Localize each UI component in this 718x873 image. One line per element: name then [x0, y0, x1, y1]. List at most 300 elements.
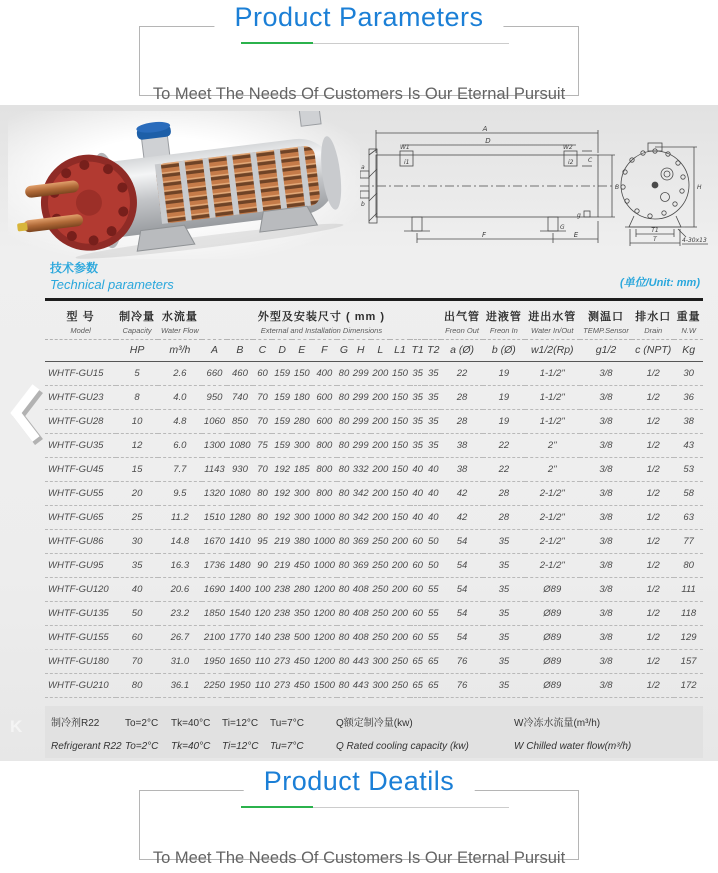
value-cell: 70 [253, 386, 273, 410]
green-underline [241, 806, 313, 808]
value-cell: 30 [116, 530, 158, 554]
value-cell: 1280 [227, 506, 252, 530]
column-unit-header: w1/2(Rp) [525, 340, 580, 362]
value-cell: 1540 [227, 602, 252, 626]
gray-underline [313, 807, 509, 808]
table-row [45, 602, 703, 626]
column-group-header: 进液管 Freon In [483, 301, 525, 340]
value-cell: 63 [674, 506, 703, 530]
value-cell: 2.6 [158, 362, 202, 386]
note-token: Ti=12°C [222, 741, 259, 752]
value-cell: 1/2 [632, 578, 674, 602]
value-cell: 50 [425, 554, 441, 578]
column-unit-header: T1 [410, 340, 426, 362]
svg-text:B: B [615, 184, 620, 191]
value-cell: 3/8 [580, 482, 632, 506]
value-cell: 80 [337, 578, 351, 602]
value-cell: 42 [441, 506, 483, 530]
model-cell: WHTF-GU180 [45, 650, 116, 674]
value-cell: 800 [312, 434, 337, 458]
value-cell: 80 [337, 650, 351, 674]
value-cell: 35 [483, 626, 525, 650]
note-token: W冷冻水流量(m³/h) [514, 718, 601, 729]
value-cell: 43 [674, 434, 703, 458]
column-unit-header: F [312, 340, 337, 362]
column-group-header: 排水口 Drain [632, 301, 674, 340]
value-cell: 35 [483, 554, 525, 578]
value-cell: 36.1 [158, 674, 202, 698]
value-cell: 11.2 [158, 506, 202, 530]
tech-labels [50, 259, 174, 292]
value-cell: 1300 [202, 434, 227, 458]
heat-exchanger-photo [8, 111, 360, 259]
column-group-header: 进出水管 Water In/Out [525, 301, 580, 340]
value-cell: 26.7 [158, 626, 202, 650]
value-cell: 250 [390, 650, 410, 674]
table-units-row [45, 340, 703, 362]
product-details-banner [139, 764, 579, 868]
value-cell: 300 [371, 650, 391, 674]
model-cell: WHTF-GU155 [45, 626, 116, 650]
value-cell: 50 [425, 530, 441, 554]
value-cell: 219 [272, 530, 292, 554]
column-unit-header: B [227, 340, 252, 362]
value-cell: 192 [272, 482, 292, 506]
value-cell: 60 [410, 530, 426, 554]
value-cell: 3/8 [580, 602, 632, 626]
value-cell: 77 [674, 530, 703, 554]
value-cell: 65 [410, 650, 426, 674]
value-cell: 332 [351, 458, 371, 482]
value-cell: 1950 [227, 674, 252, 698]
value-cell: 60 [410, 626, 426, 650]
value-cell: 150 [390, 482, 410, 506]
value-cell: 150 [390, 362, 410, 386]
value-cell: 3/8 [580, 386, 632, 410]
value-cell: 1143 [202, 458, 227, 482]
value-cell: 28 [483, 482, 525, 506]
value-cell: 31.0 [158, 650, 202, 674]
title-underline [241, 42, 509, 44]
value-cell: 250 [371, 530, 391, 554]
value-cell: 157 [674, 650, 703, 674]
svg-text:i2: i2 [568, 159, 574, 166]
value-cell: 1-1/2" [525, 410, 580, 434]
model-cell: WHTF-GU95 [45, 554, 116, 578]
model-cell: WHTF-GU65 [45, 506, 116, 530]
value-cell: 150 [390, 410, 410, 434]
value-cell: 16.3 [158, 554, 202, 578]
value-cell: 238 [272, 578, 292, 602]
value-cell: 110 [253, 674, 273, 698]
value-cell: 60 [410, 602, 426, 626]
value-cell: 159 [272, 386, 292, 410]
value-cell: 50 [116, 602, 158, 626]
value-cell: 55 [425, 626, 441, 650]
title-underline [241, 806, 509, 808]
column-unit-header: a (Ø) [441, 340, 483, 362]
value-cell: 54 [441, 626, 483, 650]
table-row [45, 530, 703, 554]
note-token: W Chilled water flow(m³/h) [514, 741, 632, 752]
value-cell: 19 [483, 386, 525, 410]
value-cell: 19 [483, 362, 525, 386]
section-subtitle: To Meet The Needs Of Customers Is Our Eternal Pursuit [152, 85, 566, 103]
value-cell: 300 [371, 674, 391, 698]
value-cell: 443 [351, 674, 371, 698]
value-cell: 159 [272, 362, 292, 386]
note-token: Ti=12°C [222, 718, 259, 729]
value-cell: 1/2 [632, 554, 674, 578]
table-row [45, 626, 703, 650]
value-cell: 192 [272, 506, 292, 530]
value-cell: 460 [227, 362, 252, 386]
value-cell: 8 [116, 386, 158, 410]
value-cell: 300 [292, 506, 312, 530]
value-cell: 200 [371, 434, 391, 458]
value-cell: 150 [292, 362, 312, 386]
value-cell: 1/2 [632, 410, 674, 434]
value-cell: 1/2 [632, 458, 674, 482]
value-cell: 150 [390, 458, 410, 482]
value-cell: 1/2 [632, 362, 674, 386]
value-cell: 299 [351, 434, 371, 458]
value-cell: 740 [227, 386, 252, 410]
value-cell: 9.5 [158, 482, 202, 506]
value-cell: 2-1/2" [525, 554, 580, 578]
column-group-header: 出气管 Freon Out [441, 301, 483, 340]
value-cell: 280 [292, 578, 312, 602]
value-cell: 800 [312, 482, 337, 506]
value-cell: 1400 [227, 578, 252, 602]
value-cell: 219 [272, 554, 292, 578]
value-cell: 80 [337, 410, 351, 434]
value-cell: 40 [425, 458, 441, 482]
value-cell: 299 [351, 362, 371, 386]
value-cell: 60 [253, 362, 273, 386]
value-cell: 40 [410, 482, 426, 506]
value-cell: 25 [116, 506, 158, 530]
value-cell: 80 [337, 506, 351, 530]
note-token: Q Rated cooling capacity (kw) [336, 741, 469, 752]
model-cell: WHTF-GU55 [45, 482, 116, 506]
value-cell: 80 [337, 386, 351, 410]
value-cell: 70 [253, 458, 273, 482]
value-cell: 1950 [202, 650, 227, 674]
value-cell: 350 [292, 602, 312, 626]
value-cell: 200 [390, 626, 410, 650]
value-cell: 75 [253, 434, 273, 458]
value-cell: 250 [371, 578, 391, 602]
column-unit-header: C [253, 340, 273, 362]
value-cell: 273 [272, 674, 292, 698]
value-cell: 1/2 [632, 434, 674, 458]
column-unit-header: b (Ø) [483, 340, 525, 362]
svg-text:b: b [361, 201, 365, 208]
value-cell: 19 [483, 410, 525, 434]
value-cell: 200 [371, 386, 391, 410]
value-cell: 1510 [202, 506, 227, 530]
value-cell: 54 [441, 602, 483, 626]
value-cell: 20.6 [158, 578, 202, 602]
value-cell: 22 [483, 458, 525, 482]
prev-arrow-button[interactable] [6, 381, 48, 445]
column-group-header: 制冷量 Capacity [116, 301, 158, 340]
column-unit-header: c (NPT) [632, 340, 674, 362]
value-cell: 408 [351, 602, 371, 626]
value-cell: 28 [483, 506, 525, 530]
value-cell: 80 [337, 482, 351, 506]
model-cell: WHTF-GU86 [45, 530, 116, 554]
media-row [0, 105, 718, 255]
value-cell: 3/8 [580, 410, 632, 434]
value-cell: 118 [674, 602, 703, 626]
value-cell: 22 [441, 362, 483, 386]
value-cell: 1850 [202, 602, 227, 626]
value-cell: 443 [351, 650, 371, 674]
svg-text:W1: W1 [400, 144, 410, 151]
value-cell: 5 [116, 362, 158, 386]
value-cell: 172 [674, 674, 703, 698]
value-cell: 40 [410, 458, 426, 482]
value-cell: 3/8 [580, 362, 632, 386]
value-cell: 90 [253, 554, 273, 578]
value-cell: 2-1/2" [525, 482, 580, 506]
value-cell: Ø89 [525, 602, 580, 626]
value-cell: 3/8 [580, 578, 632, 602]
value-cell: 35 [483, 530, 525, 554]
value-cell: 250 [390, 674, 410, 698]
value-cell: 35 [410, 434, 426, 458]
svg-text:i1: i1 [404, 159, 410, 166]
details-title: Product Deatils [244, 766, 475, 797]
note-token: Refrigerant R22 [51, 741, 122, 752]
svg-text:F: F [481, 231, 487, 239]
value-cell: 140 [253, 626, 273, 650]
chevron-left-icon [6, 381, 48, 445]
svg-text:A: A [482, 125, 488, 133]
note-token: To=2°C [125, 741, 159, 752]
value-cell: 192 [272, 458, 292, 482]
value-cell: 58 [674, 482, 703, 506]
value-cell: 80 [337, 626, 351, 650]
value-cell: 55 [425, 602, 441, 626]
svg-text:H: H [697, 184, 702, 191]
value-cell: 2-1/2" [525, 506, 580, 530]
value-cell: 1690 [202, 578, 227, 602]
value-cell: 150 [390, 506, 410, 530]
column-unit-header: G [337, 340, 351, 362]
value-cell: 1060 [202, 410, 227, 434]
value-cell: 200 [371, 458, 391, 482]
value-cell: 80 [337, 602, 351, 626]
value-cell: 200 [390, 578, 410, 602]
column-unit-header: D [272, 340, 292, 362]
svg-text:W2: W2 [563, 144, 573, 151]
value-cell: 1200 [312, 650, 337, 674]
value-cell: 111 [674, 578, 703, 602]
table-row [45, 458, 703, 482]
value-cell: 1000 [312, 530, 337, 554]
value-cell: 35 [483, 602, 525, 626]
value-cell: 54 [441, 530, 483, 554]
tech-label-zh: 技术参数 [50, 261, 99, 275]
value-cell: 1736 [202, 554, 227, 578]
value-cell: 60 [410, 554, 426, 578]
value-cell: 200 [390, 554, 410, 578]
note-token: 制冷剂R22 [51, 718, 100, 729]
value-cell: 4.0 [158, 386, 202, 410]
value-cell: 2" [525, 434, 580, 458]
value-cell: 200 [390, 530, 410, 554]
value-cell: 60 [116, 626, 158, 650]
value-cell: 23.2 [158, 602, 202, 626]
model-cell: WHTF-GU15 [45, 362, 116, 386]
value-cell: 1/2 [632, 506, 674, 530]
dimension-drawing-svg [360, 125, 710, 259]
value-cell: 450 [292, 674, 312, 698]
table-row [45, 386, 703, 410]
value-cell: 129 [674, 626, 703, 650]
value-cell: 1200 [312, 602, 337, 626]
value-cell: 280 [292, 410, 312, 434]
value-cell: 65 [410, 674, 426, 698]
table-body [45, 362, 703, 698]
value-cell: 35 [483, 650, 525, 674]
value-cell: 1/2 [632, 650, 674, 674]
column-unit-header: H [351, 340, 371, 362]
value-cell: 1080 [227, 482, 252, 506]
unit-note: (单位/Unit: mm) [619, 277, 700, 289]
value-cell: 273 [272, 650, 292, 674]
value-cell: 1/2 [632, 482, 674, 506]
value-cell: 450 [292, 554, 312, 578]
value-cell: 1-1/2" [525, 362, 580, 386]
value-cell: 80 [674, 554, 703, 578]
gray-underline [313, 43, 509, 44]
column-unit-header: A [202, 340, 227, 362]
value-cell: 38 [441, 434, 483, 458]
value-cell: 3/8 [580, 434, 632, 458]
column-unit-header: T2 [425, 340, 441, 362]
value-cell: 150 [390, 434, 410, 458]
value-cell: 185 [292, 458, 312, 482]
value-cell: 120 [253, 602, 273, 626]
value-cell: 2100 [202, 626, 227, 650]
technical-panel [0, 105, 718, 761]
value-cell: 1670 [202, 530, 227, 554]
value-cell: 3/8 [580, 506, 632, 530]
tech-label-en: Technical parameters [50, 277, 174, 292]
value-cell: 40 [425, 482, 441, 506]
value-cell: 300 [292, 434, 312, 458]
value-cell: 200 [371, 506, 391, 530]
value-cell: Ø89 [525, 626, 580, 650]
column-group-header: 水流量 Water Flow [158, 301, 202, 340]
value-cell: 35 [425, 410, 441, 434]
value-cell: 70 [116, 650, 158, 674]
model-cell: WHTF-GU135 [45, 602, 116, 626]
value-cell: 100 [253, 578, 273, 602]
note-token: To=2°C [125, 718, 159, 729]
value-cell: 3/8 [580, 674, 632, 698]
model-cell: WHTF-GU120 [45, 578, 116, 602]
value-cell: 60 [410, 578, 426, 602]
model-cell: WHTF-GU35 [45, 434, 116, 458]
svg-text:T1: T1 [651, 227, 659, 234]
value-cell: 2" [525, 458, 580, 482]
table-row [45, 482, 703, 506]
column-unit-header: L [371, 340, 391, 362]
table-row [45, 410, 703, 434]
value-cell: 38 [441, 458, 483, 482]
note-token: Tu=7°C [270, 718, 304, 729]
value-cell: 2250 [202, 674, 227, 698]
value-cell: 800 [312, 458, 337, 482]
value-cell: 200 [371, 410, 391, 434]
model-cell: WHTF-GU45 [45, 458, 116, 482]
value-cell: 930 [227, 458, 252, 482]
value-cell: 369 [351, 530, 371, 554]
banner-box [139, 790, 579, 867]
svg-text:a: a [361, 164, 365, 171]
value-cell: 400 [312, 362, 337, 386]
note-token: Tk=40°C [171, 718, 211, 729]
column-group-header: 重量 N.W [674, 301, 703, 340]
value-cell: 300 [292, 482, 312, 506]
value-cell: 22 [483, 434, 525, 458]
value-cell: 15 [116, 458, 158, 482]
value-cell: 30 [674, 362, 703, 386]
value-cell: 65 [425, 650, 441, 674]
value-cell: 35 [483, 674, 525, 698]
value-cell: 10 [116, 410, 158, 434]
notes-band [45, 706, 703, 758]
value-cell: 299 [351, 410, 371, 434]
value-cell: 600 [312, 386, 337, 410]
value-cell: 40 [116, 578, 158, 602]
svg-text:D: D [485, 137, 491, 145]
table-header-group-row [45, 301, 703, 340]
value-cell: 35 [425, 386, 441, 410]
value-cell: 53 [674, 458, 703, 482]
value-cell: 80 [337, 434, 351, 458]
value-cell: 299 [351, 386, 371, 410]
value-cell: 250 [371, 554, 391, 578]
value-cell: 408 [351, 578, 371, 602]
model-cell: WHTF-GU28 [45, 410, 116, 434]
table-row [45, 362, 703, 386]
value-cell: 159 [272, 410, 292, 434]
dimension-drawing [360, 125, 710, 273]
value-cell: 1000 [312, 506, 337, 530]
value-cell: 238 [272, 602, 292, 626]
svg-text:g: g [577, 212, 581, 219]
value-cell: 76 [441, 650, 483, 674]
value-cell: 4.8 [158, 410, 202, 434]
value-cell: 600 [312, 410, 337, 434]
value-cell: 110 [253, 650, 273, 674]
column-unit-header: Kg [674, 340, 703, 362]
value-cell: 500 [292, 626, 312, 650]
green-underline [241, 42, 313, 44]
value-cell: 369 [351, 554, 371, 578]
value-cell: 3/8 [580, 626, 632, 650]
svg-text:4-30x13: 4-30x13 [682, 237, 707, 244]
note-token: Tu=7°C [270, 741, 304, 752]
value-cell: 12 [116, 434, 158, 458]
value-cell: 950 [202, 386, 227, 410]
